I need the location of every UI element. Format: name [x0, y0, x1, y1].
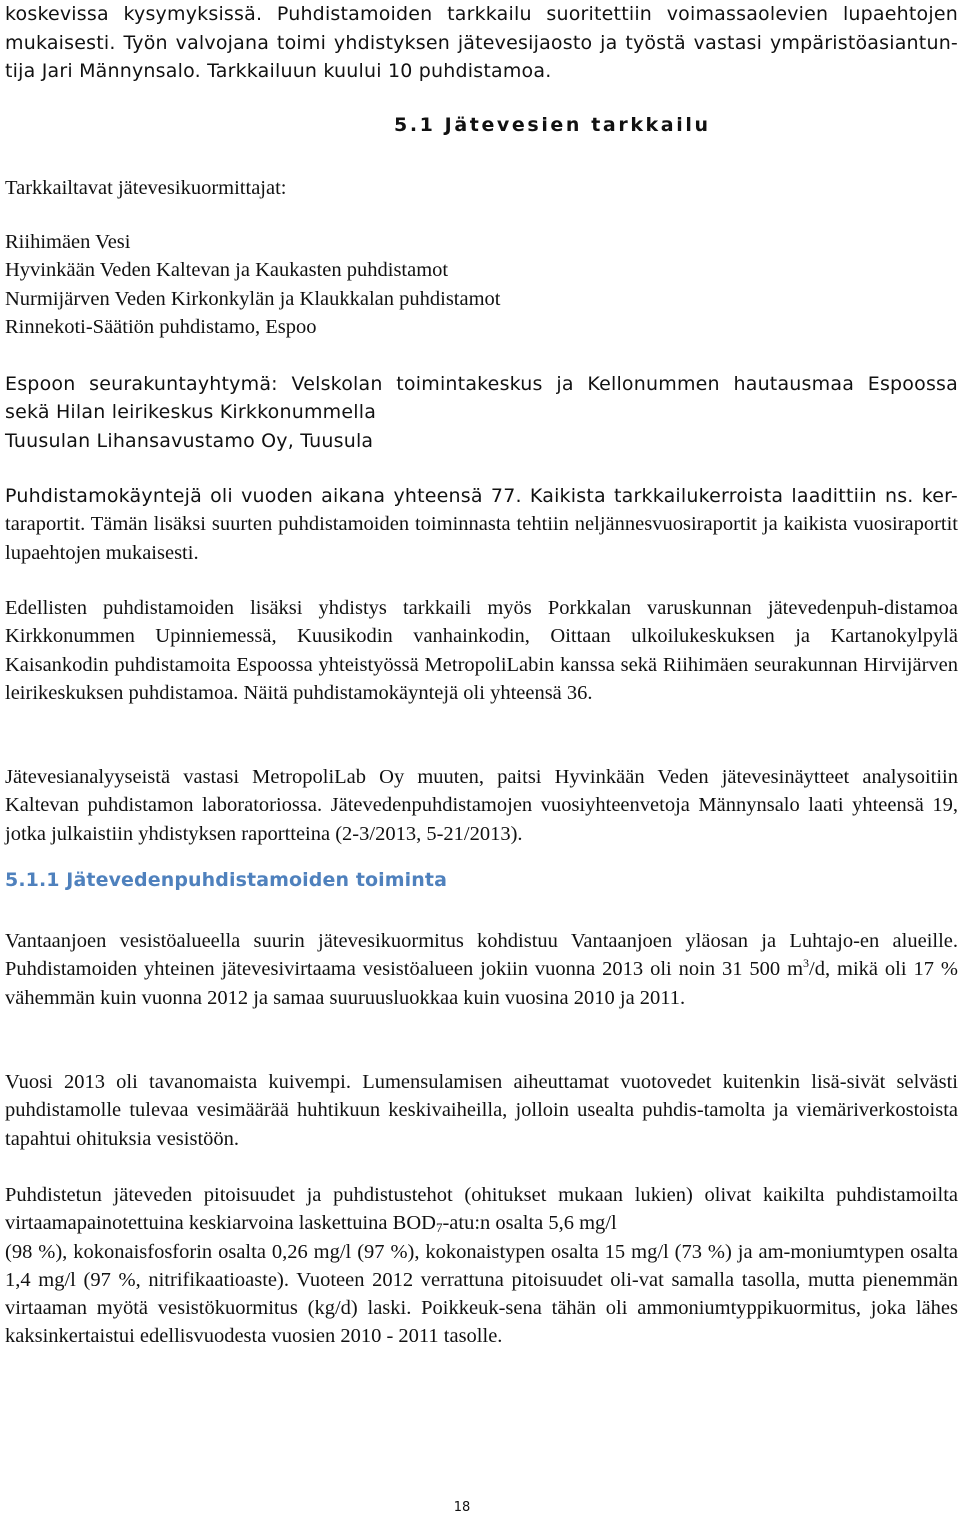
intro-line-2: mukaisesti. Työn valvojana toimi yhdistyksen jätevesijaosto ja työstä vastasi ympäristöasiantun-: [5, 31, 958, 54]
visits-rest: taraportit. Tämän lisäksi suurten puhdistamoiden toiminnasta tehtiin neljännesvuosiraportit ja kaikista vuosiraportit lupaehtojen mukaisesti.: [5, 513, 958, 564]
flow-text-b: /d, mikä oli 17 % vähemmän kuin vuonna 2012 ja samaa suuruusluokkaa kuin vuosina 2010 ja 2011.: [5, 958, 958, 1009]
conc-text-b: -atu:n osalta 5,6 mg/l: [442, 1212, 617, 1235]
conc-subscript: 7: [435, 1220, 443, 1236]
section-heading: 5.1 Jätevesien tarkkailu: [394, 114, 711, 136]
subsection-heading: 5.1.1 Jätevedenpuhdistamoiden toiminta: [5, 869, 448, 891]
conc-text-a: Puhdistetun jäteveden pitoisuudet ja puhdistustehot (ohitukset mukaan lukien) olivat kaikilta puhdistamoilta virtaamapainotettuina keskiarvoina laskettuina BOD: [5, 1184, 958, 1235]
concentrations-paragraph: [5, 1181, 958, 1351]
list-item: Nurmijärven Veden Kirkonkylän ja Klaukkalan puhdistamot: [5, 287, 501, 310]
intro-line-3: tija Jari Männynsalo. Tarkkailuun kuului 10 puhdistamoa.: [5, 60, 552, 82]
flow-text-a: Vantaanjoen vesistöalueella suurin jätevesikuormitus kohdistuu Vantaanjoen yläosan ja Luhtajo-en alueille. Puhdistamoiden yhteinen jätevesivirtaama vesistöalueen jokiin vuonna 2013 oli noin 31 500 m: [5, 930, 958, 981]
list-item: Espoon seurakuntayhtymä: Velskolan toimintakeskus ja Kellonummen hautausmaa Espoossa: [5, 373, 958, 395]
monitored-label: Tarkkailtavat jätevesikuormittajat:: [5, 177, 287, 199]
conc-text-c: (98 %), kokonaisfosforin osalta 0,26 mg/l (97 %), kokonaistypen osalta 15 mg/l (73 %) ja am-moniumtypen osalta 1,4 mg/l (97 %, nitrifikaatioaste). Vuoteen 2012 verrattuna pitoisuudet oli-vat samalla tasolla, mutta pienemmän virtaaman myötä vesistökuormitus (kg/d) laski. Poikkeuk-sena tähän oli ammoniumtyppikuormitus, joka lähes kaksinkertaistui edellisvuodesta vuosien 2010 - 2011 tasolle.: [5, 1240, 958, 1348]
visits-line-1: Puhdistamokäyntejä oli vuoden aikana yhteensä 77. Kaikista tarkkailukerroista laadittiin ns. ker-: [5, 485, 958, 507]
dry-year-paragraph: Vuosi 2013 oli tavanomaista kuivempi. Lumensulamisen aiheuttamat vuotovedet kuitenkin lisä-sivät selvästi puhdistamolle tulevaa vesimäärää huhtikuun keskivaiheilla, jolloin usealta puhdis-tamolta ja viemäriverkostoista tapahtui ohituksia vesistöön.: [5, 1071, 958, 1150]
list-item: sekä Hilan leirikeskus Kirkkonummella: [5, 401, 377, 424]
intro-line-1: koskevissa kysymyksissä. Puhdistamoiden tarkkailu suoritettiin voimassaolevien lupaehtojen: [5, 3, 958, 25]
list-item: Riihimäen Vesi: [5, 231, 131, 253]
analyses-paragraph: Jätevesianalyyseistä vastasi MetropoliLab Oy muuten, paitsi Hyvinkään Veden jätevesinäytteet analysoitiin Kaltevan puhdistamon laboratoriossa. Jätevedenpuhdistamojen vuosiyhteenvetoja Männynsalo laati yhteensä 19, jotka julkaistiin yhdistyksen raportteina (2-3/2013, 5-21/2013).: [5, 766, 958, 845]
flow-paragraph: [5, 927, 958, 1012]
list-item: Hyvinkään Veden Kaltevan ja Kaukasten puhdistamot: [5, 259, 449, 282]
intro-paragraph: [5, 0, 958, 86]
monitored-list-2: [5, 370, 958, 455]
additional-plants-paragraph: Edellisten puhdistamoiden lisäksi yhdistys tarkkaili myös Porkkalan varuskunnan jätevedenpuh-distamoa Kirkkonummen Upinniemessä, Kuusikodin vanhainkodin, Oittaan ulkoilukeskuksen ja Kartanokylpylä Kaisankodin puhdistamoita Espoossa yhteistyössä MetropoliLabin kanssa sekä Riihimäen seurakunnan Hirvijärven leirikeskuksen puhdistamoa. Näitä puhdistamokäyntejä oli yhteensä 36.: [5, 597, 958, 704]
monitored-list: [5, 228, 958, 341]
page-number: 18: [453, 1500, 471, 1515]
list-item: Rinnekoti-Säätiön puhdistamo, Espoo: [5, 315, 317, 338]
visits-paragraph: [5, 482, 958, 567]
flow-superscript: 3: [803, 956, 810, 971]
list-item: Tuusulan Lihansavustamo Oy, Tuusula: [5, 429, 374, 452]
